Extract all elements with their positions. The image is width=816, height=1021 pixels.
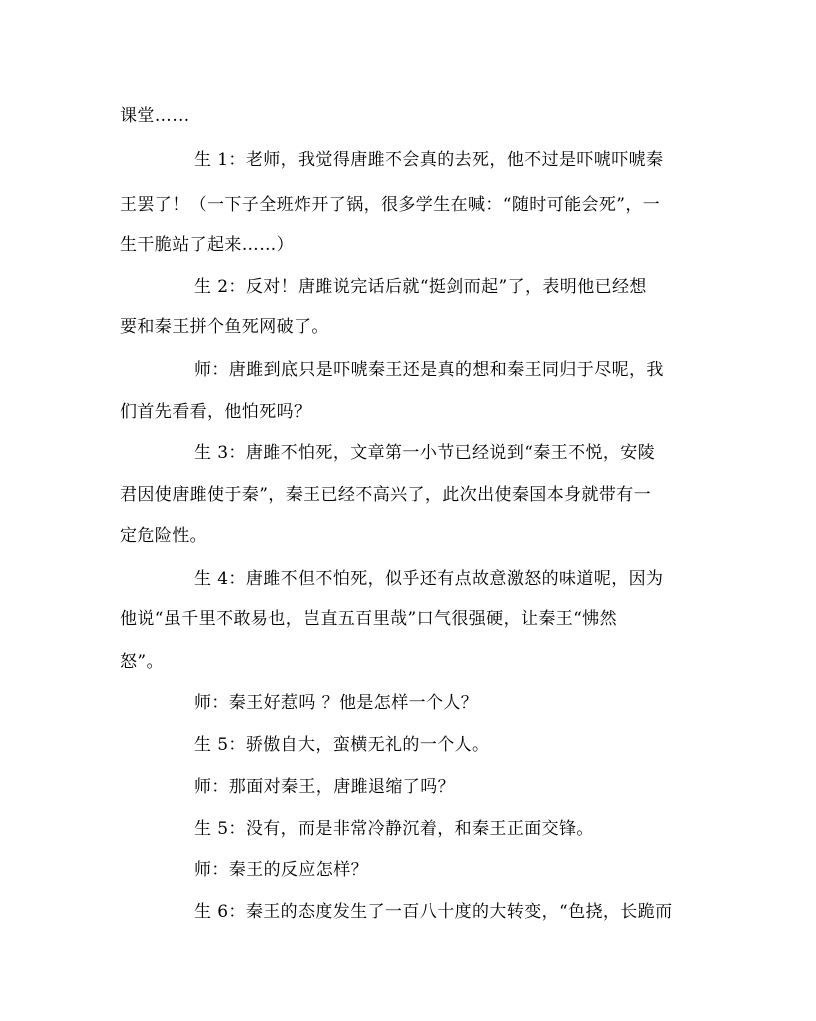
text-line: 生 5：没有，而是非常冷静沉着，和秦王正面交锋。 xyxy=(194,819,594,839)
text-line: 生 4：唐雎不但不怕死，似乎还有点故意激怒的味道呢，因为 xyxy=(194,569,664,589)
text-line: 师：秦王好惹吗 ？他是怎样一个人？ xyxy=(194,693,479,713)
text-line: 要和秦王拼个鱼死网破了。 xyxy=(120,317,329,337)
text-line: 生 1：老师，我觉得唐雎不会真的去死，他不过是吓唬吓唬秦 xyxy=(194,150,664,170)
text-line: 生 6：秦王的态度发生了一百八十度的大转变，“色挠，长跪而 xyxy=(194,902,673,922)
text-line: 师：秦王的反应怎样？ xyxy=(194,860,368,880)
text-line: 生干脆站了起来……） xyxy=(120,235,294,255)
text-line: 课堂…… xyxy=(120,106,190,126)
text-line: 生 2：反对！唐雎说完话后就“挺剑而起”了，表明他已经想 xyxy=(194,277,647,297)
text-line: 他说“虽千里不敢易也，岂直五百里哉”口气很强硬，让秦王“怫然 xyxy=(120,609,618,629)
text-line: 们首先看看，他怕死吗？ xyxy=(120,402,312,422)
text-line: 生 3：唐雎不怕死，文章第一小节已经说到“秦王不悦，安陵 xyxy=(194,443,656,463)
text-line: 师：唐雎到底只是吓唬秦王还是真的想和秦王同归于尽呢，我 xyxy=(194,360,664,380)
text-line: 怒”。 xyxy=(120,652,164,672)
text-line: 定危险性。 xyxy=(120,526,207,546)
text-line: 君因使唐雎使于秦”，秦王已经不高兴了，此次出使秦国本身就带有一 xyxy=(120,485,652,505)
text-line: 生 5：骄傲自大，蛮横无礼的一个人。 xyxy=(194,735,490,755)
text-line: 王罢了！（一下子全班炸开了锅，很多学生在喊：“随时可能会死”，一 xyxy=(120,195,661,215)
text-line: 师：那面对秦王，唐雎退缩了吗？ xyxy=(194,777,455,797)
